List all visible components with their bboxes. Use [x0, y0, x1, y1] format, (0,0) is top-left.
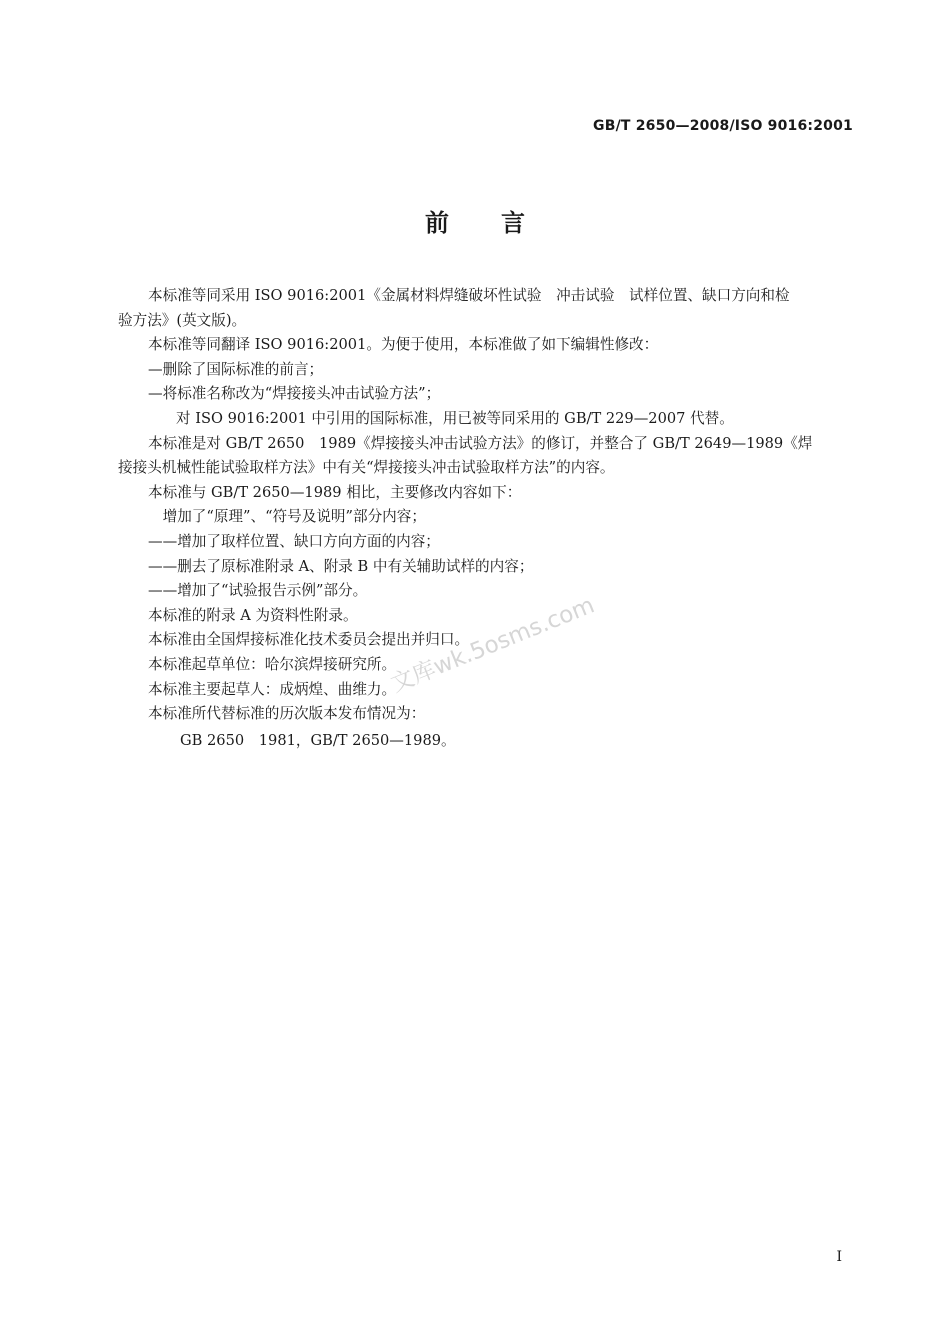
watermark: 文库wk.5osms.com [387, 592, 599, 698]
paragraph-drafters: 本标准主要起草人：成炳煌、曲维力。 [148, 680, 397, 698]
list-item: 对 ISO 9016:2001 中引用的国际标准，用已被等同采用的 GB/T 229—2007 代替。 [176, 409, 734, 427]
paragraph-revision-cont: 接接头机械性能试验取样方法》中有关“焊接接头冲击试验取样方法”的内容。 [118, 459, 615, 477]
paragraph-annex: 本标准的附录 A 为资料性附录。 [148, 606, 358, 624]
list-item: 增加了“原理”、“符号及说明”部分内容； [148, 508, 426, 526]
preface-body [118, 284, 858, 753]
paragraph-proposer: 本标准由全国焊接标准化技术委员会提出并归口。 [148, 631, 470, 649]
standard-code: GB/T 2650—2008/ISO 9016:2001 [593, 118, 853, 134]
page-title: 前言 [425, 208, 577, 237]
paragraph-history: 本标准所代替标准的历次版本发布情况为： [148, 705, 426, 723]
list-item: —删除了国际标准的前言； [148, 360, 324, 378]
page-number: I [836, 1249, 842, 1265]
paragraph-adoption: 本标准等同采用 ISO 9016:2001《金属材料焊缝破坏性试验 冲击试验 试样位置、缺口方向和检 [148, 287, 790, 304]
list-item: ——增加了取样位置、缺口方向方面的内容； [148, 532, 440, 550]
paragraph-drafting-unit: 本标准起草单位：哈尔滨焊接研究所。 [148, 655, 397, 673]
list-item: ——删去了原标准附录 A、附录 B 中有关辅助试样的内容； [148, 557, 534, 575]
paragraph-translation: 本标准等同翻译 ISO 9016:2001。为便于使用，本标准做了如下编辑性修改： [148, 336, 659, 354]
paragraph-adoption-cont: 验方法》(英文版)。 [118, 311, 247, 329]
list-item: —将标准名称改为“焊接接头冲击试验方法”； [148, 385, 441, 403]
paragraph-revision: 本标准是对 GB/T 2650 1989《焊接接头冲击试验方法》的修订，并整合了 GB/T 2649—1989《焊 [148, 434, 813, 452]
paragraph-history-versions: GB 2650 1981，GB/T 2650—1989。 [180, 731, 456, 749]
list-item: ——增加了“试验报告示例”部分。 [148, 582, 368, 600]
paragraph-changes: 本标准与 GB/T 2650—1989 相比，主要修改内容如下： [148, 483, 522, 501]
